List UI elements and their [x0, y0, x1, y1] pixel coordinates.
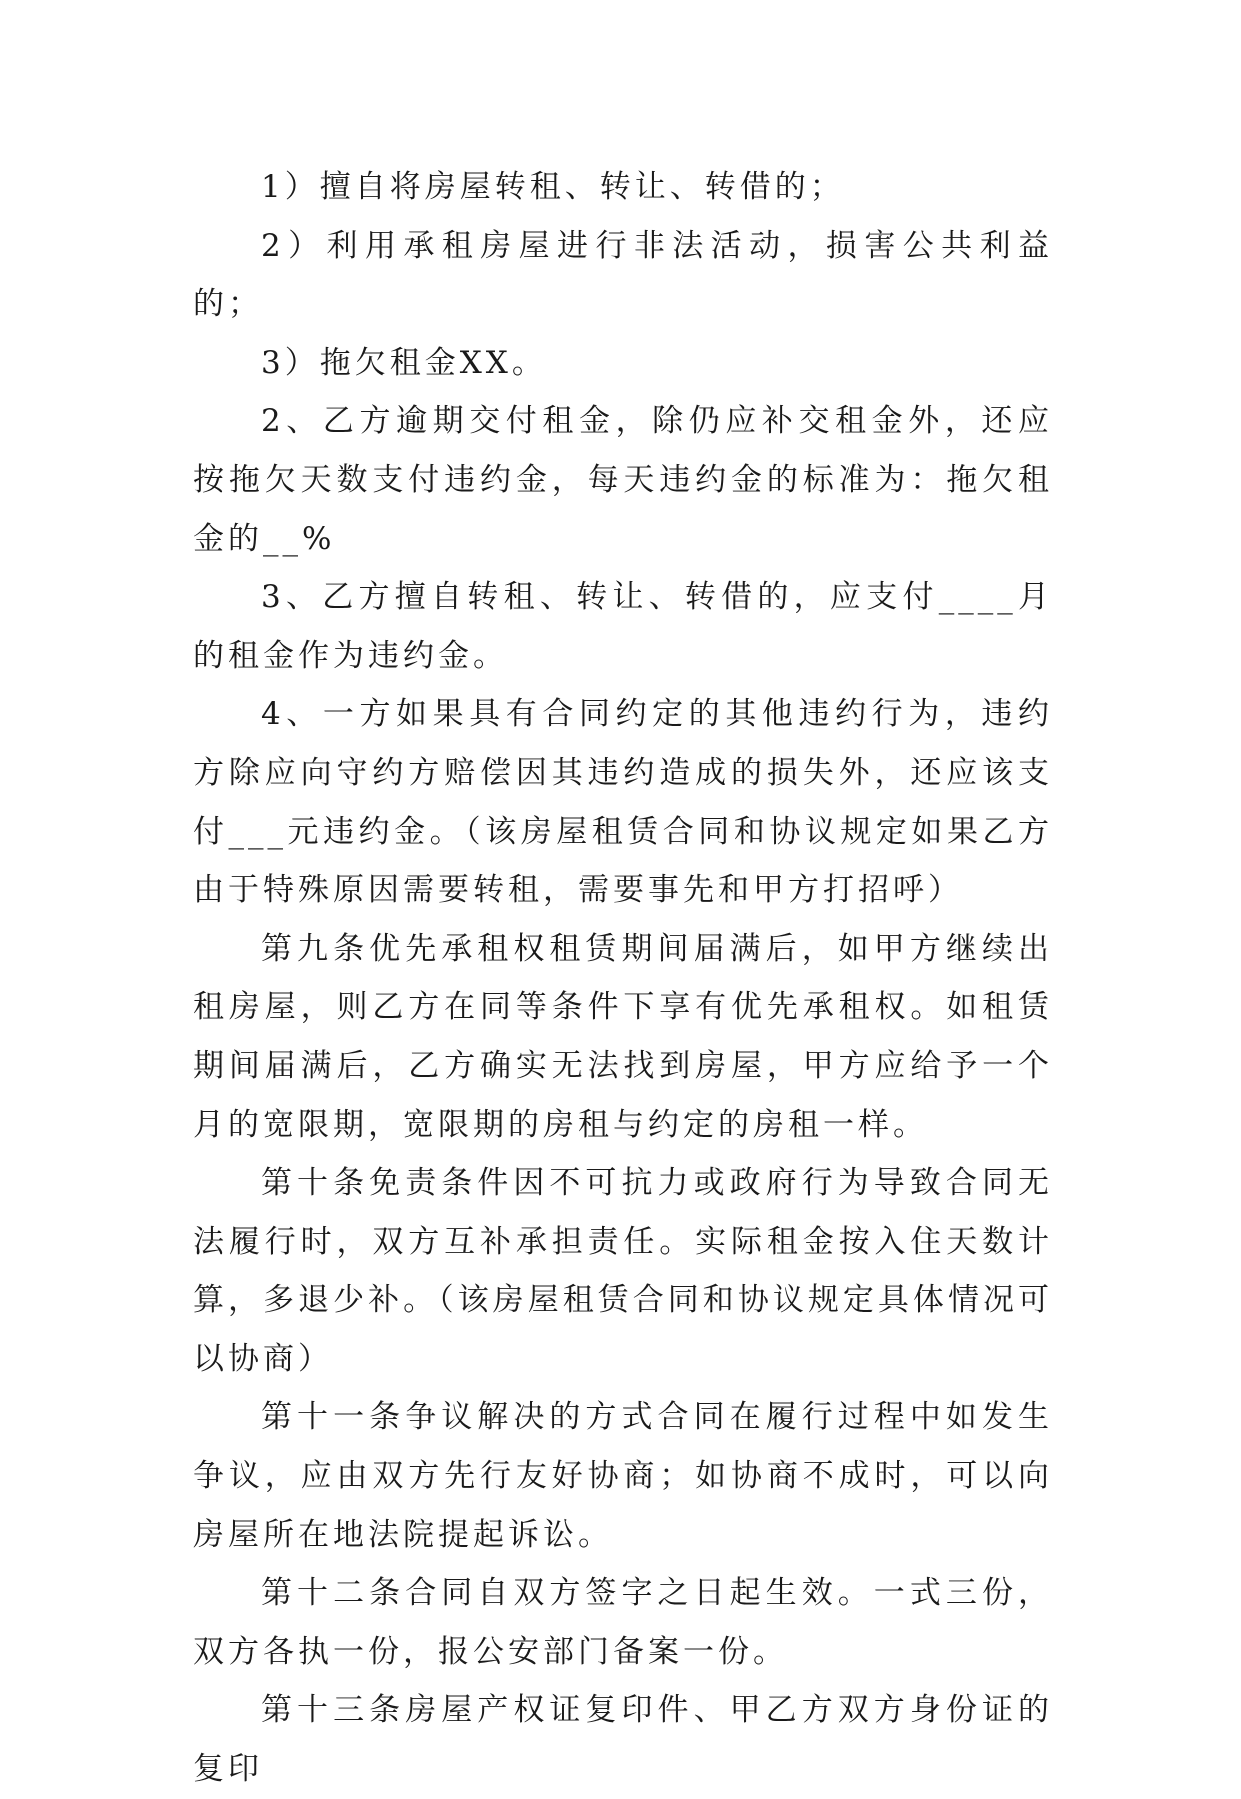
clause-item-2: 2）利用承租房屋进行非法活动，损害公共利益的；	[193, 227, 1053, 323]
clause-sublease-penalty: 3、乙方擅自转租、转让、转借的，应支付____月的租金作为违约金。	[193, 579, 1053, 674]
article-10: 第十条免责条件因不可抗力或政府行为导致合同无法履行时，双方互补承担责任。实际租金按入住天数计算，多退少补。（该房屋租赁合同和协议规定具体情况可以协商）	[193, 1165, 1053, 1377]
article-11: 第十一条争议解决的方式合同在履行过程中如发生争议，应由双方先行友好协商；如协商不成时，可以向房屋所在地法院提起诉讼。	[193, 1399, 1053, 1553]
clause-item-1: 1）擅自将房屋转租、转让、转借的；	[261, 169, 845, 205]
clause-other-breach: 4、一方如果具有合同约定的其他违约行为，违约方除应向守约方赔偿因其违约造成的损失外，还应该支付___元违约金。（该房屋租赁合同和协议规定如果乙方由于特殊原因需要转租，需要事先和甲方打招呼）	[193, 696, 1053, 909]
article-13: 第十三条房屋产权证复印件、甲乙方双方身份证的复印	[193, 1692, 1053, 1788]
document-body	[193, 158, 1053, 1799]
clause-late-payment: 2、乙方逾期交付租金，除仍应补交租金外，还应按拖欠天数支付违约金，每天违约金的标准为：拖欠租金的__%	[193, 403, 1053, 557]
clause-item-3: 3）拖欠租金XX。	[261, 344, 547, 381]
article-9: 第九条优先承租权租赁期间届满后，如甲方继续出租房屋，则乙方在同等条件下享有优先承租权。如租赁期间届满后，乙方确实无法找到房屋，甲方应给予一个月的宽限期，宽限期的房租与约定的房租一样。	[193, 930, 1053, 1143]
article-12: 第十二条合同自双方签字之日起生效。一式三份，双方各执一份，报公安部门备案一份。	[193, 1575, 1053, 1670]
